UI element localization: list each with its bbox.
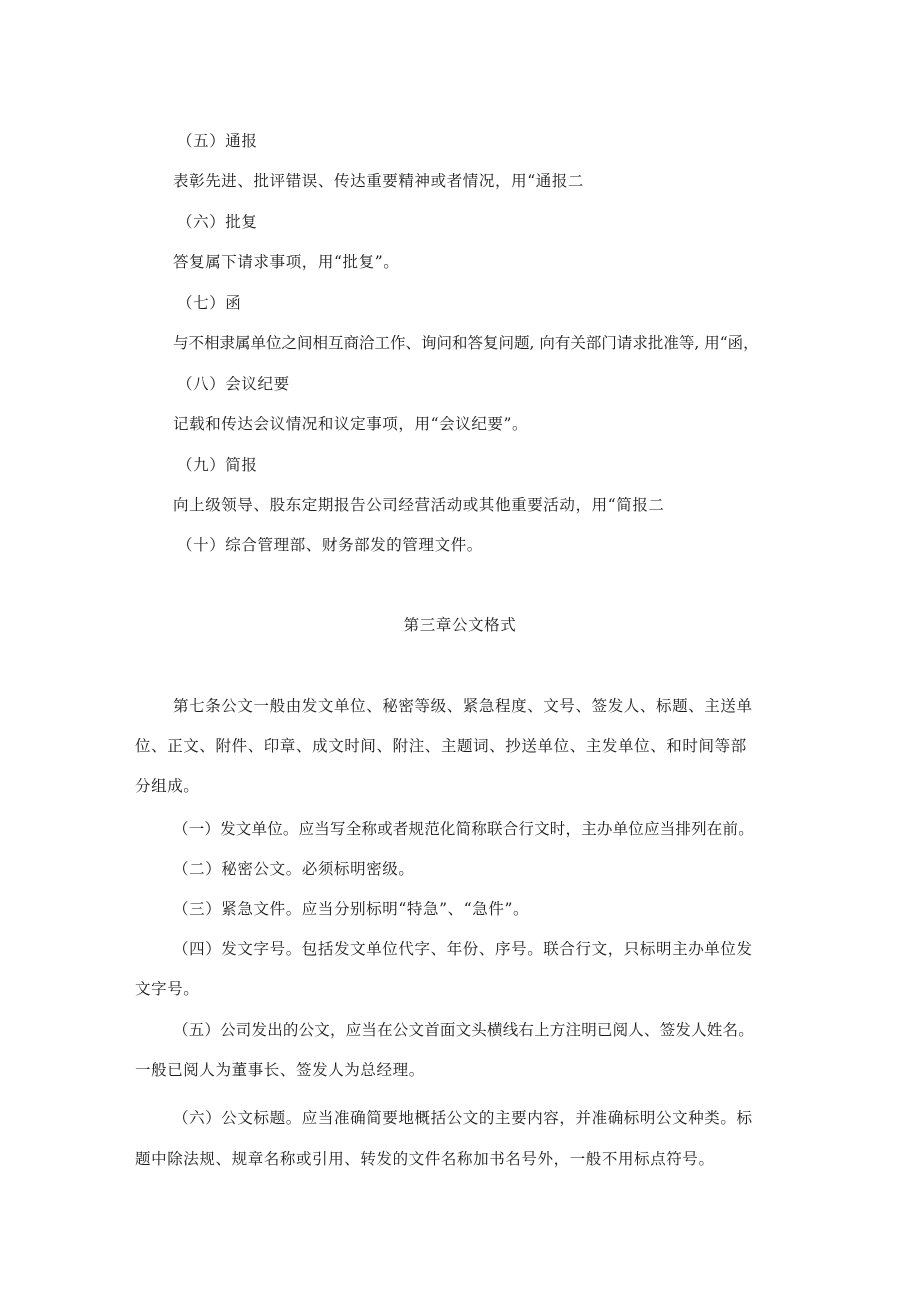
format-item-jinji-wenjian: （三）紧急文件。应当分别标明“特急”、“急件”。 xyxy=(173,900,530,918)
item-heading-han: （七）函 xyxy=(177,294,242,312)
format-item-gongwen-biaoti-line-1: （六）公文标题。应当准确简要地概括公文的主要内容，并准确标明公文种类。标 xyxy=(173,1109,753,1127)
format-item-fawen-zihao-line-1: （四）发文字号。包括发文单位代字、年份、序号。联合行文，只标明主办单位发 xyxy=(173,940,753,958)
item-heading-tongbao: （五）通报 xyxy=(177,132,258,150)
format-item-gongwen-biaoti-line-2: 题中除法规、规章名称或引用、转发的文件名称加书名号外，一般不用标点符号。 xyxy=(135,1150,715,1168)
article-seven-line-3: 分组成。 xyxy=(135,777,200,795)
item-heading-jianbao: （九）简报 xyxy=(177,456,258,474)
item-body-jianbao: 向上级领导、股东定期报告公司经营活动或其他重要活动，用“简报二 xyxy=(173,496,665,514)
item-body-tongbao: 表彰先进、批评错误、传达重要精神或者情况，用“通报二 xyxy=(173,172,585,190)
format-item-yiyueren-line-2: 一般已阅人为董事长、签发人为总经理。 xyxy=(135,1061,425,1079)
item-body-huiyi-jiyao: 记载和传达会议情况和议定事项，用“会议纪要”。 xyxy=(173,415,529,433)
format-item-mimi-gongwen: （二）秘密公文。必须标明密级。 xyxy=(173,860,415,878)
chapter-title: 第三章公文格式 xyxy=(403,616,517,634)
item-heading-pifu: （六）批复 xyxy=(177,213,258,231)
item-heading-guanli-wenjian: （十）综合管理部、财务部发的管理文件。 xyxy=(177,536,483,554)
format-item-fawen-danwei: （一）发文单位。应当写全称或者规范化简称联合行文时，主办单位应当排列在前。 xyxy=(173,820,754,838)
format-item-fawen-zihao-line-2: 文字号。 xyxy=(135,980,200,998)
format-item-yiyueren-line-1: （五）公司发出的公文，应当在公文首面文头横线右上方注明已阅人、签发人姓名。 xyxy=(173,1021,754,1039)
item-body-han: 与不相隶属单位之间相互商洽工作、询问和答复问题, 向有关部门请求批准等, 用“函， xyxy=(173,334,759,352)
article-seven-line-1: 第七条公文一般由发文单位、秘密等级、紧急程度、文号、签发人、标题、主送单 xyxy=(173,697,753,715)
article-seven-line-2: 位、正文、附件、印章、成文时间、附注、主题词、抄送单位、主发单位、和时间等部 xyxy=(135,737,747,755)
item-body-pifu: 答复属下请求事项，用“批复”。 xyxy=(173,253,400,271)
item-heading-huiyi-jiyao: （八）会议纪要 xyxy=(177,375,290,393)
